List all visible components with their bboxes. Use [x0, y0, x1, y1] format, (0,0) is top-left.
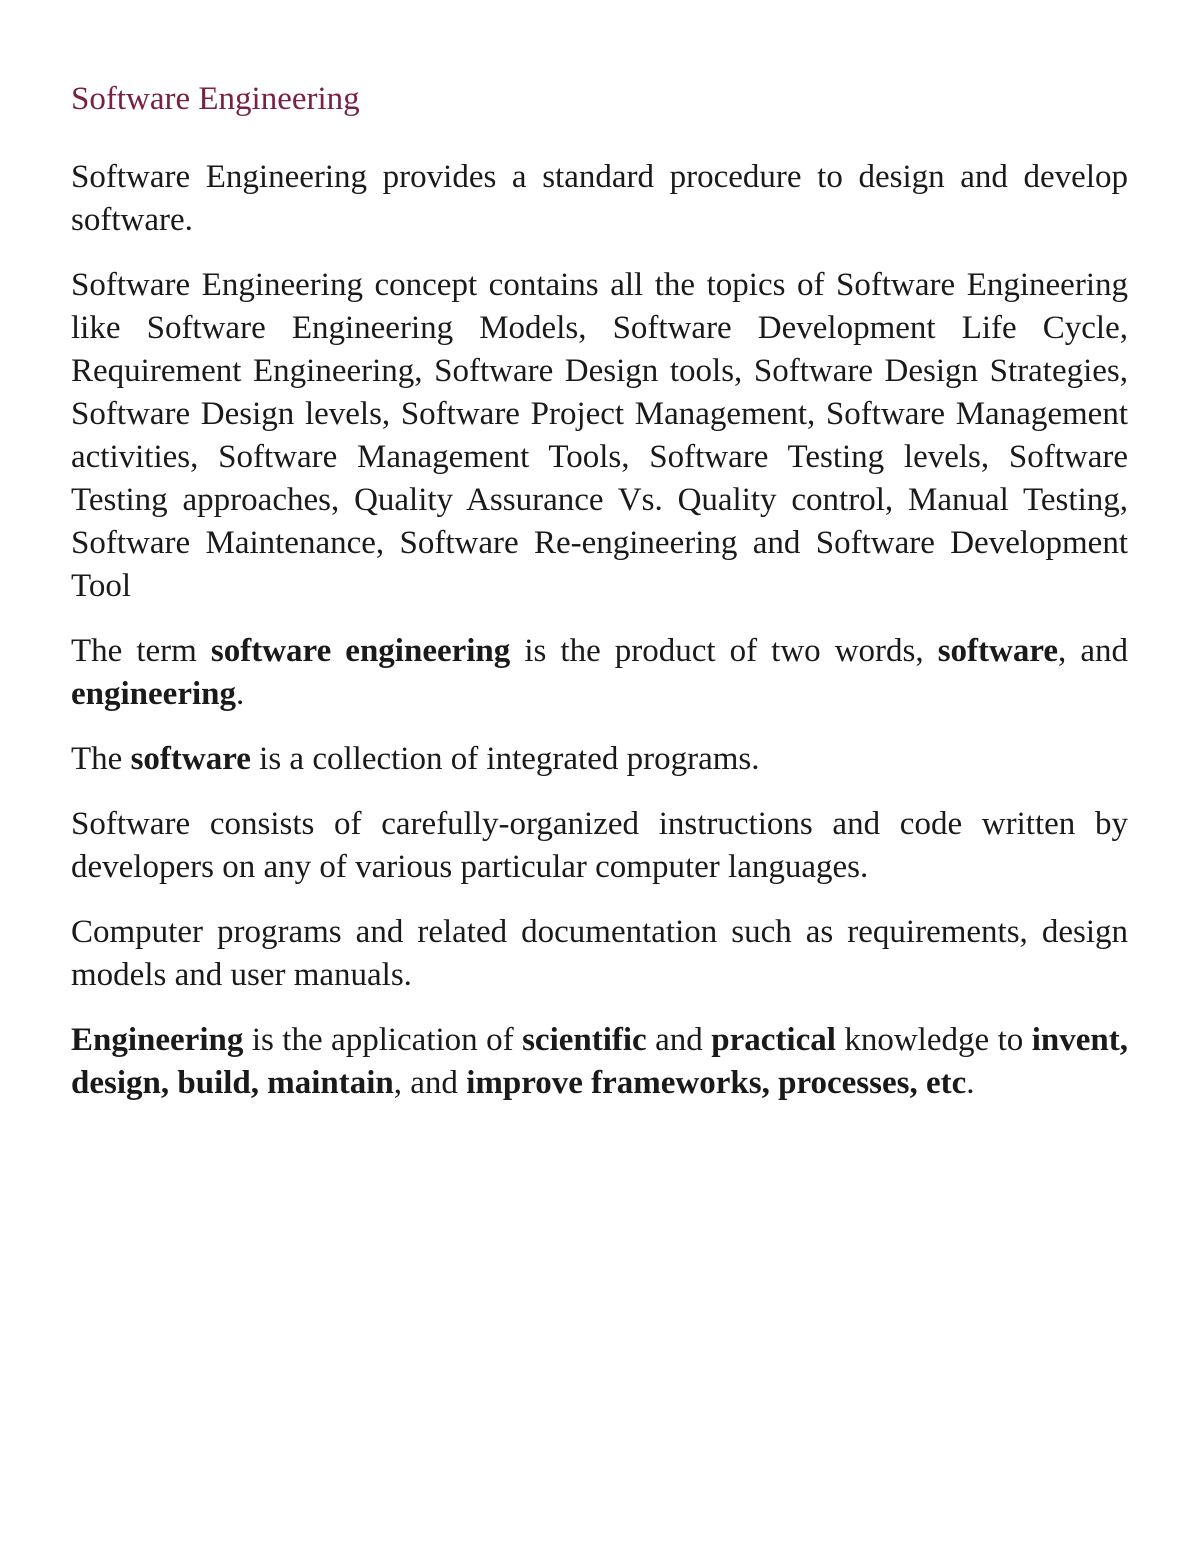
- body-text: , and: [393, 1065, 467, 1101]
- body-text: knowledge to: [835, 1022, 1032, 1058]
- paragraph-engineering-def: [71, 1019, 1128, 1105]
- paragraph-software-def: [71, 738, 1128, 781]
- bold-text: scientific: [522, 1022, 647, 1058]
- document-body: [71, 156, 1128, 1105]
- body-text: Computer programs and related documentation such as requirements, design models and user manuals.: [71, 914, 1128, 993]
- paragraph-term: [71, 630, 1128, 716]
- body-text: and: [646, 1022, 712, 1058]
- bold-text: invent, design, build, maintain: [71, 1022, 1128, 1101]
- paragraph-intro: [71, 156, 1128, 242]
- bold-text: software: [937, 633, 1059, 669]
- bold-text: improve frameworks, processes, etc: [466, 1065, 967, 1101]
- bold-text: practical: [711, 1022, 836, 1058]
- body-text: .: [235, 676, 245, 712]
- document-page: [71, 78, 1128, 1127]
- paragraph-software-consists: [71, 803, 1128, 889]
- body-text: The term: [71, 633, 211, 669]
- paragraph-programs-docs: [71, 911, 1128, 997]
- body-text: is the product of two words,: [510, 633, 938, 669]
- bold-text: Engineering: [71, 1022, 244, 1058]
- body-text: Software Engineering concept contains all the topics of Software Engineering like Software Engineering Models, Software Development Life Cycle, Requirement Engineering, Software Design tools, Software Design Strategies, Software Design levels, Software Project Management, Software Management activities, Software Management Tools, Software Testing levels, Software Testing approaches, Quality Assurance Vs. Quality control, Manual Testing, Software Maintenance, Software Re-engineering and Software Development Tool: [71, 267, 1128, 604]
- body-text: Software consists of carefully-organized instructions and code written by developers on any of various particular computer languages.: [71, 806, 1128, 885]
- body-text: The: [71, 741, 131, 777]
- paragraph-topics: [71, 264, 1128, 608]
- bold-text: software: [130, 741, 251, 777]
- bold-text: software engineering: [210, 633, 511, 669]
- body-text: is the application of: [243, 1022, 523, 1058]
- document-title: Software Engineering: [71, 81, 360, 117]
- body-text: Software Engineering provides a standard procedure to design and develop software.: [71, 159, 1128, 238]
- body-text: is a collection of integrated programs.: [250, 741, 760, 777]
- bold-text: engineering: [71, 676, 236, 712]
- body-text: , and: [1058, 633, 1128, 669]
- body-text: .: [966, 1065, 975, 1101]
